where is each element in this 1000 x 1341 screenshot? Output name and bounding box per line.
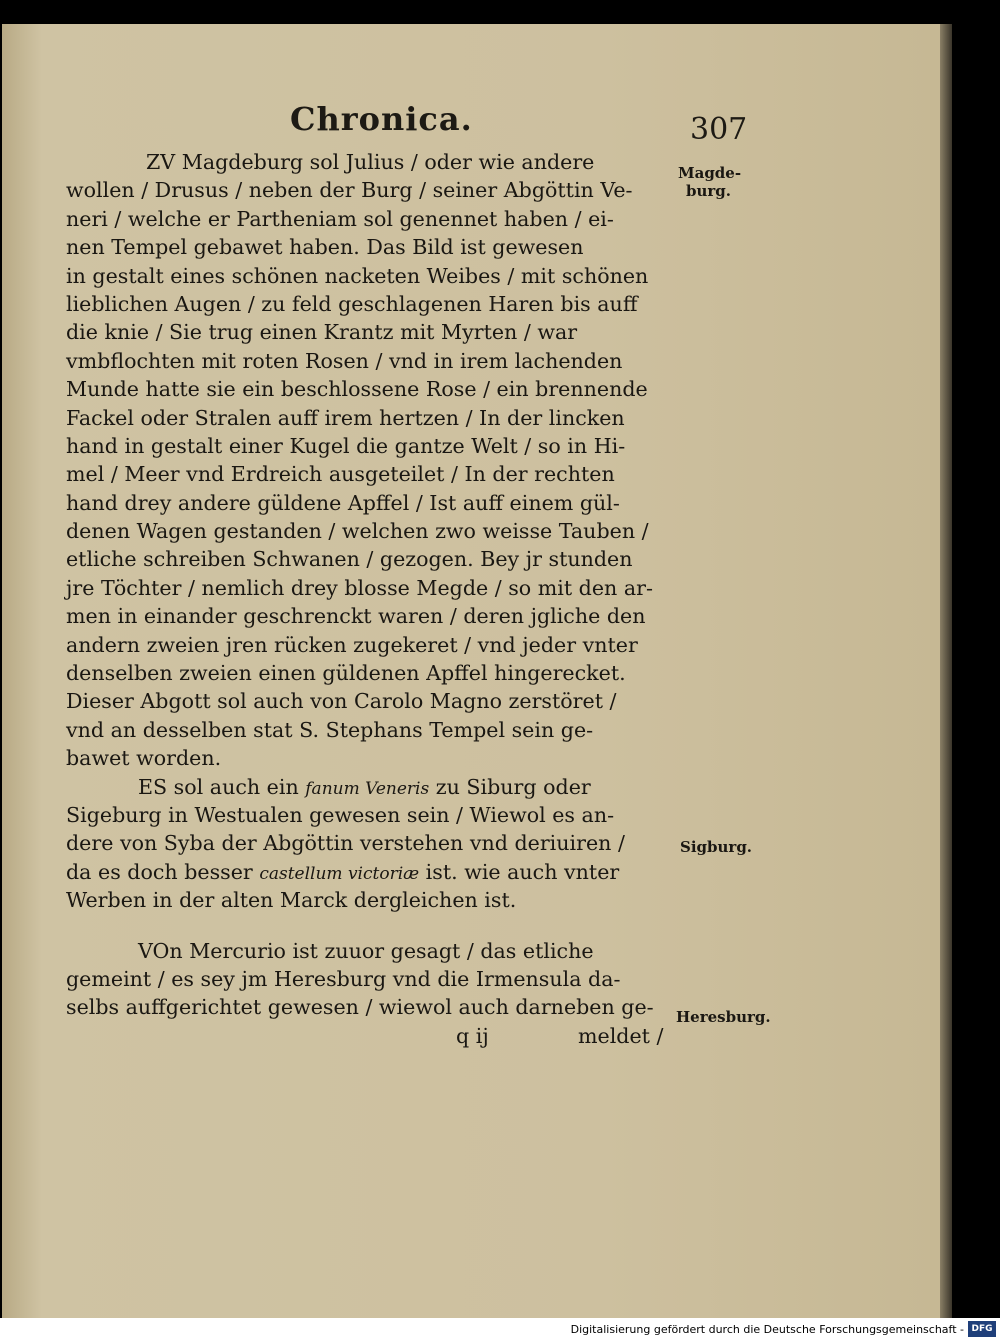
text-line: da es doch besser castellum victoriæ ist. wie auch vnter <box>66 859 620 884</box>
margin-note-sigburg: Sigburg. <box>680 838 753 856</box>
text-line: in gestalt eines schönen nacketen Weibes / mit schönen <box>66 263 649 288</box>
page-number: 307 <box>690 112 748 147</box>
running-head: Chronica. <box>290 100 473 138</box>
catchword: meldet / <box>578 1023 664 1048</box>
dfg-logo-icon[interactable]: DFG <box>968 1321 996 1337</box>
text-line: Fackel oder Stralen auff irem hertzen / In der lincken <box>66 405 625 430</box>
signature-line <box>66 1022 676 1050</box>
text-line: gemeint / es sey jm Heresburg vnd die Irmensula da- <box>66 966 621 991</box>
text-line: wollen / Drusus / neben der Burg / seiner Abgöttin Ve- <box>66 178 633 203</box>
text-line: ES sol auch ein fanum Veneris zu Siburg oder <box>138 774 591 799</box>
text-line: ZV Magdeburg sol Julius / oder wie andere <box>146 150 595 174</box>
text-line: vnd an desselben stat S. Stephans Tempel sein ge- <box>66 717 594 742</box>
text-line: denselben zweien einen güldenen Apffel hingerecket. <box>66 661 626 686</box>
text-line: denen Wagen gestanden / welchen zwo weisse Tauben / <box>66 519 649 544</box>
text-line: mel / Meer vnd Erdreich ausgeteilet / In der rechten <box>66 462 615 487</box>
text-line: hand in gestalt einer Kugel die gantze Welt / so in Hi- <box>66 433 626 458</box>
text-line: hand drey andere güldene Apffel / Ist auff einem gül- <box>66 490 620 515</box>
margin-note-heresburg: Heresburg. <box>676 1008 771 1026</box>
main-text-block <box>66 148 676 1050</box>
text-line: jre Töchter / nemlich drey blosse Megde / so mit den ar- <box>66 575 653 600</box>
text-line: lieblichen Augen / zu feld geschlagenen Haren bis auff <box>66 291 638 316</box>
text-line: selbs auffgerichtet gewesen / wiewol auch darneben ge- <box>66 995 654 1020</box>
text-line: bawet worden. <box>66 746 222 771</box>
text-line: dere von Syba der Abgöttin verstehen vnd deriuiren / <box>66 831 625 856</box>
text-line: etliche schreiben Schwanen / gezogen. Bey jr stunden <box>66 547 633 572</box>
page-edge <box>940 24 952 1318</box>
footer-credit: Digitalisierung gefördert durch die Deutsche Forschungsgemeinschaft - <box>570 1323 964 1336</box>
text-line: die knie / Sie trug einen Krantz mit Myrten / war <box>66 320 578 345</box>
text-line: andern zweien jren rücken zugekeret / vnd jeder vnter <box>66 632 638 657</box>
text-line: nen Tempel gebawet haben. Das Bild ist gewesen <box>66 235 584 260</box>
digitization-footer <box>0 1318 1000 1341</box>
text-line: Munde hatte sie ein beschlossene Rose / ein brennende <box>66 377 648 402</box>
text-line: Sigeburg in Westualen gewesen sein / Wiewol es an- <box>66 802 615 827</box>
text-line: Dieser Abgott sol auch von Carolo Magno zerstöret / <box>66 689 617 714</box>
latin-phrase: fanum Veneris <box>305 778 430 799</box>
text-line: VOn Mercurio ist zuuor gesagt / das etliche <box>138 938 594 963</box>
margin-note-magdeburg: Magde- burg. <box>678 164 742 200</box>
text-line: vmbflochten mit roten Rosen / vnd in irem lachenden <box>66 348 623 373</box>
text-line: Werben in der alten Marck dergleichen ist. <box>66 888 517 913</box>
text-line: men in einander geschrenckt waren / deren jgliche den <box>66 604 646 629</box>
signature-mark: q ij <box>456 1023 489 1048</box>
latin-phrase: castellum victoriæ <box>259 863 420 884</box>
text-line: neri / welche er Partheniam sol genennet haben / ei- <box>66 206 614 231</box>
